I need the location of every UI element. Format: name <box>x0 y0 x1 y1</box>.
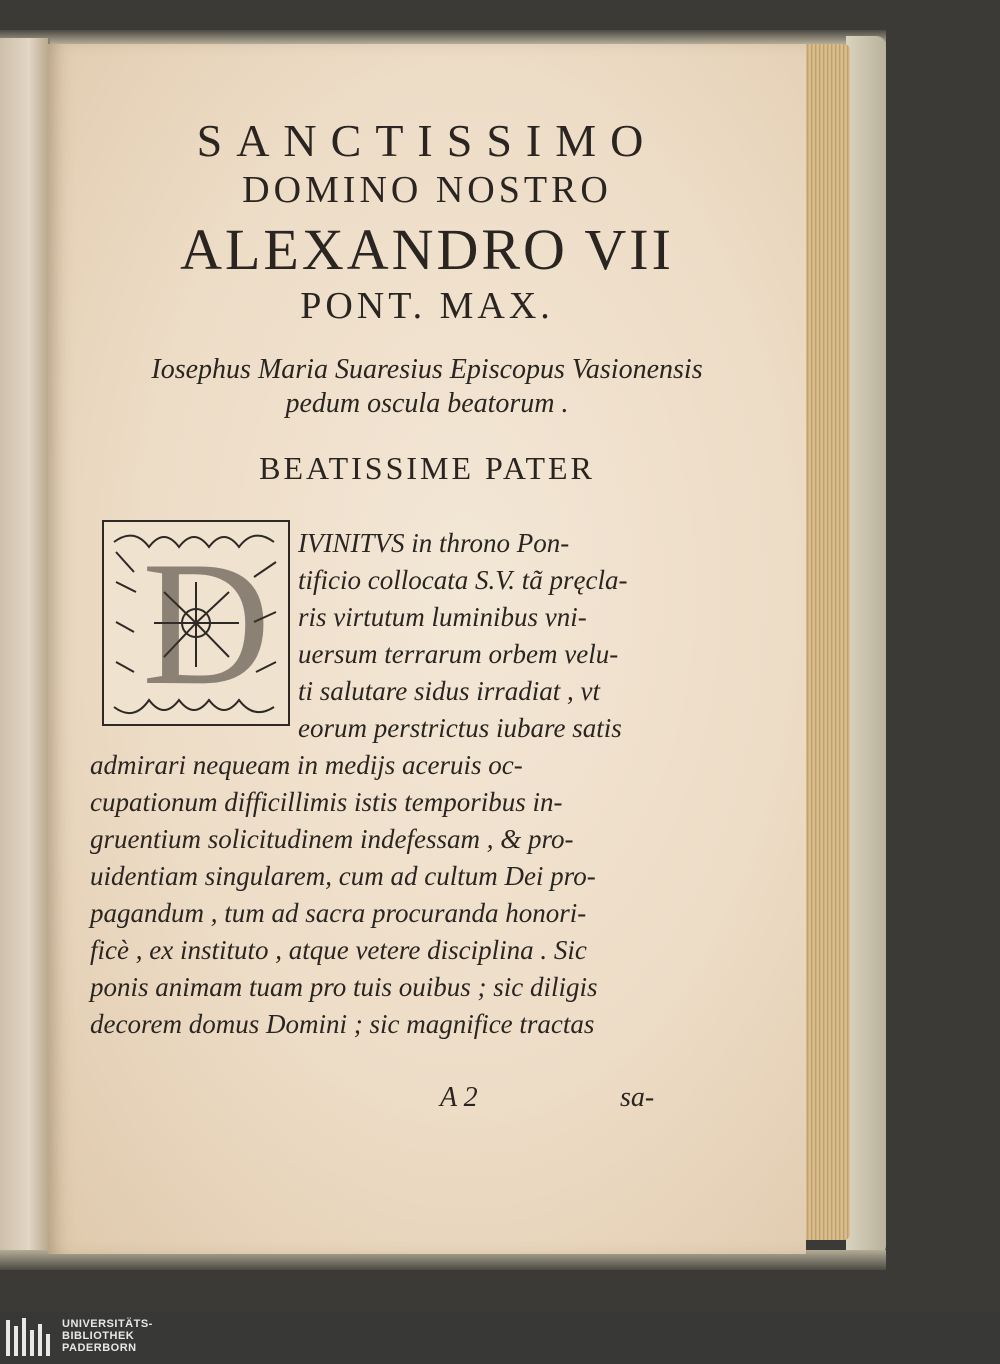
text-line-12: ficè , ex instituto , atque vetere disciplina . Sic <box>90 935 587 965</box>
text-line-11: pagandum , tum ad sacra procuranda honori- <box>90 898 587 928</box>
text-line-13: ponis animam tuam pro tuis ouibus ; sic diligis <box>90 972 598 1002</box>
catchword: sa- <box>620 1082 655 1113</box>
text-line-2: tificio collocata S.V. tã pręcla- <box>298 565 628 595</box>
book-page <box>48 44 806 1254</box>
library-logo-icon <box>4 1316 56 1362</box>
initial-letter: D <box>142 524 271 722</box>
address-line-1: Iosephus Maria Suaresius Episcopus Vasionensis <box>151 354 703 385</box>
salutation: BEATISSIME PATER <box>259 450 595 486</box>
title-line-2: DOMINO NOSTRO <box>242 169 612 211</box>
text-line-8: cupationum difficillimis istis temporibus in- <box>90 787 563 817</box>
text-line-10: uidentiam singularem, cum ad cultum Dei pro- <box>90 861 596 891</box>
text-line-6: eorum perstrictus iubare satis <box>298 713 622 743</box>
logo-line-2: BIBLIOTHEK <box>62 1330 135 1342</box>
book-cover-right-edge <box>846 36 886 1256</box>
decorated-initial <box>102 520 290 726</box>
page-fore-edge <box>800 44 850 1240</box>
title-line-4: PONT. MAX. <box>300 285 554 327</box>
facing-page-sliver <box>0 38 50 1270</box>
logo-line-3: PADERBORN <box>62 1342 137 1354</box>
text-line-1: IVINITVS in throno Pon- <box>298 528 570 558</box>
text-line-5: ti salutare sidus irradiat , vt <box>298 676 601 706</box>
text-line-3: ris virtutum luminibus vni- <box>298 602 587 632</box>
logo-line-1: UNIVERSITÄTS- <box>62 1318 153 1330</box>
text-line-4: uersum terrarum orbem velu- <box>298 639 619 669</box>
text-line-7: admirari nequeam in medijs aceruis oc- <box>90 750 523 780</box>
signature-mark: A 2 <box>440 1082 478 1113</box>
text-line-9: gruentium solicitudinem indefessam , & pro- <box>90 824 574 854</box>
address-line-2: pedum oscula beatorum . <box>285 388 569 419</box>
title-line-3: ALEXANDRO VII <box>180 217 674 282</box>
title-line-1: SANCTISSIMO <box>196 115 658 166</box>
library-logo-text <box>62 1318 153 1354</box>
text-line-14: decorem domus Domini ; sic magnifice tractas <box>90 1009 595 1039</box>
book-cover-top-edge <box>0 30 886 44</box>
